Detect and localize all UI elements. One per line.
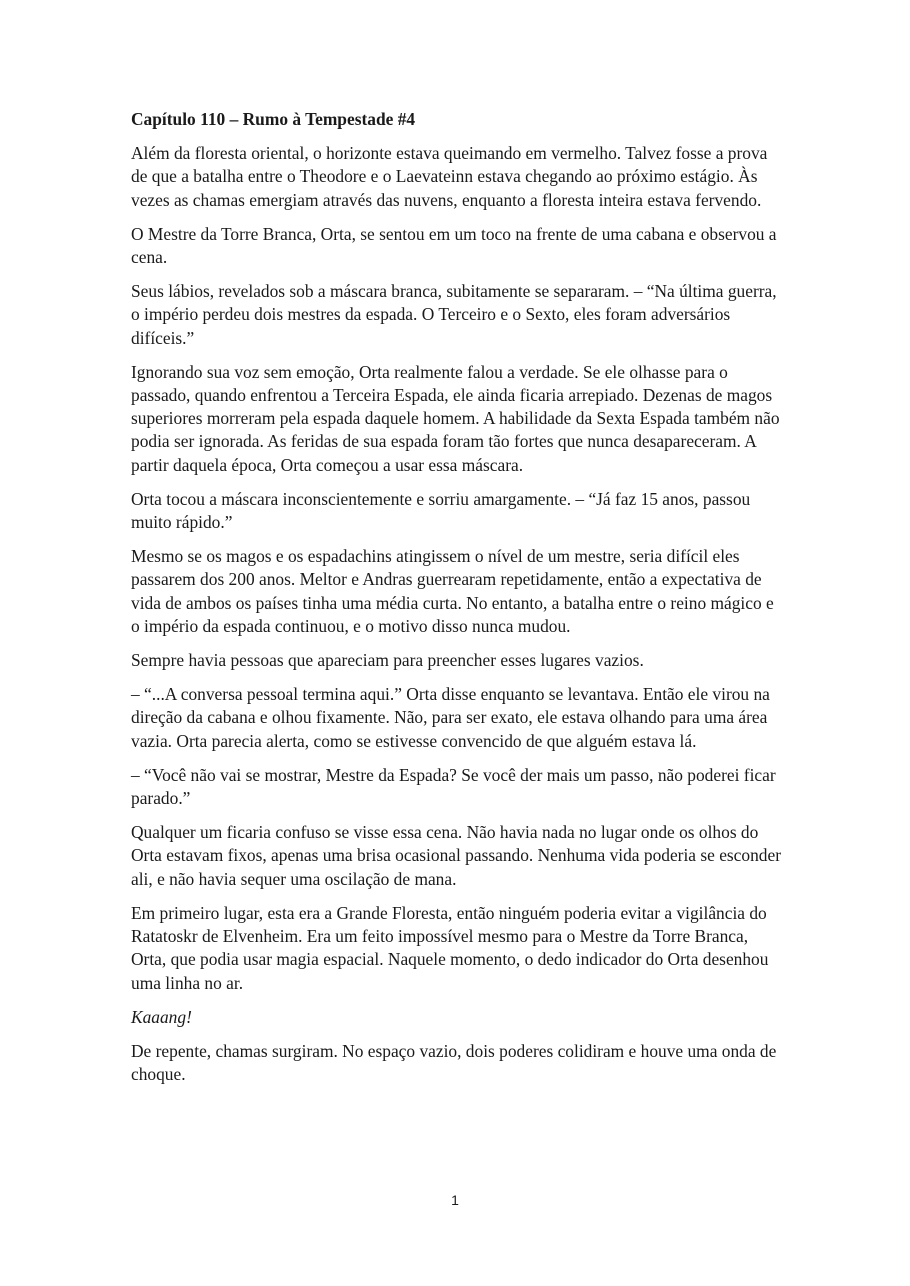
- paragraph: Qualquer um ficaria confuso se visse essa cena. Não havia nada no lugar onde os olhos do Orta estavam fixos, apenas uma brisa ocasional passando. Nenhuma vida poderia se esconder ali, e não havia sequer uma oscilação de mana.: [131, 822, 782, 889]
- sound-effect-line: Kaaang!: [131, 1006, 192, 1027]
- paragraph: Mesmo se os magos e os espadachins atingissem o nível de um mestre, seria difícil eles passarem dos 200 anos. Meltor e Andras guerrearam repetidamente, então a expectativa de vida de ambos os países tinha uma média curta. No entanto, a batalha entre o reino mágico e o império da espada continuou, e o motivo disso nunca mudou.: [131, 546, 774, 636]
- paragraph: – “...A conversa pessoal termina aqui.” Orta disse enquanto se levantava. Então ele virou na direção da cabana e olhou fixamente. Não, para ser exato, ele estava olhando para uma área vazia. Orta parecia alerta, como se estivesse convencido de que alguém estava lá.: [131, 684, 770, 751]
- paragraph: Em primeiro lugar, esta era a Grande Floresta, então ninguém poderia evitar a vigilância do Ratatoskr de Elvenheim. Era um feito impossível mesmo para o Mestre da Torre Branca, Orta, que podia usar magia espacial. Naquele momento, o dedo indicador do Orta desenhou uma linha no ar.: [131, 902, 769, 993]
- paragraph: O Mestre da Torre Branca, Orta, se sentou em um toco na frente de uma cabana e observou a cena.: [131, 223, 777, 268]
- paragraph: De repente, chamas surgiram. No espaço vazio, dois poderes colidiram e houve uma onda de choque.: [131, 1040, 777, 1085]
- paragraph: Ignorando sua voz sem emoção, Orta realmente falou a verdade. Se ele olhasse para o passado, quando enfrentou a Terceira Espada, ele ainda ficaria arrepiado. Dezenas de magos superiores morreram pela espada daquele homem. A habilidade da Sexta Espada também não podia ser ignorada. As feridas de sua espada foram tão fortes que nunca desapareceram. A partir daquela época, Orta começou a usar essa máscara.: [131, 361, 780, 475]
- paragraph: – “Você não vai se mostrar, Mestre da Espada? Se você der mais um passo, não poderei ficar parado.”: [131, 764, 776, 809]
- page-content: [131, 108, 783, 1097]
- paragraph: Além da floresta oriental, o horizonte estava queimando em vermelho. Talvez fosse a prova de que a batalha entre o Theodore e o Laevateinn estava chegando ao próximo estágio. Às vezes as chamas emergiam através das nuvens, enquanto a floresta inteira estava fervendo.: [131, 143, 768, 210]
- paragraph: Orta tocou a máscara inconscientemente e sorriu amargamente. – “Já faz 15 anos, passou muito rápido.”: [131, 488, 751, 533]
- paragraph: Seus lábios, revelados sob a máscara branca, subitamente se separaram. – “Na última guerra, o império perdeu dois mestres da espada. O Terceiro e o Sexto, eles foram adversários difíceis.”: [131, 281, 777, 348]
- chapter-title: Capítulo 110 – Rumo à Tempestade #4: [131, 109, 416, 129]
- page-number: 1: [451, 1192, 459, 1208]
- paragraph: Sempre havia pessoas que apareciam para preencher esses lugares vazios.: [131, 650, 644, 671]
